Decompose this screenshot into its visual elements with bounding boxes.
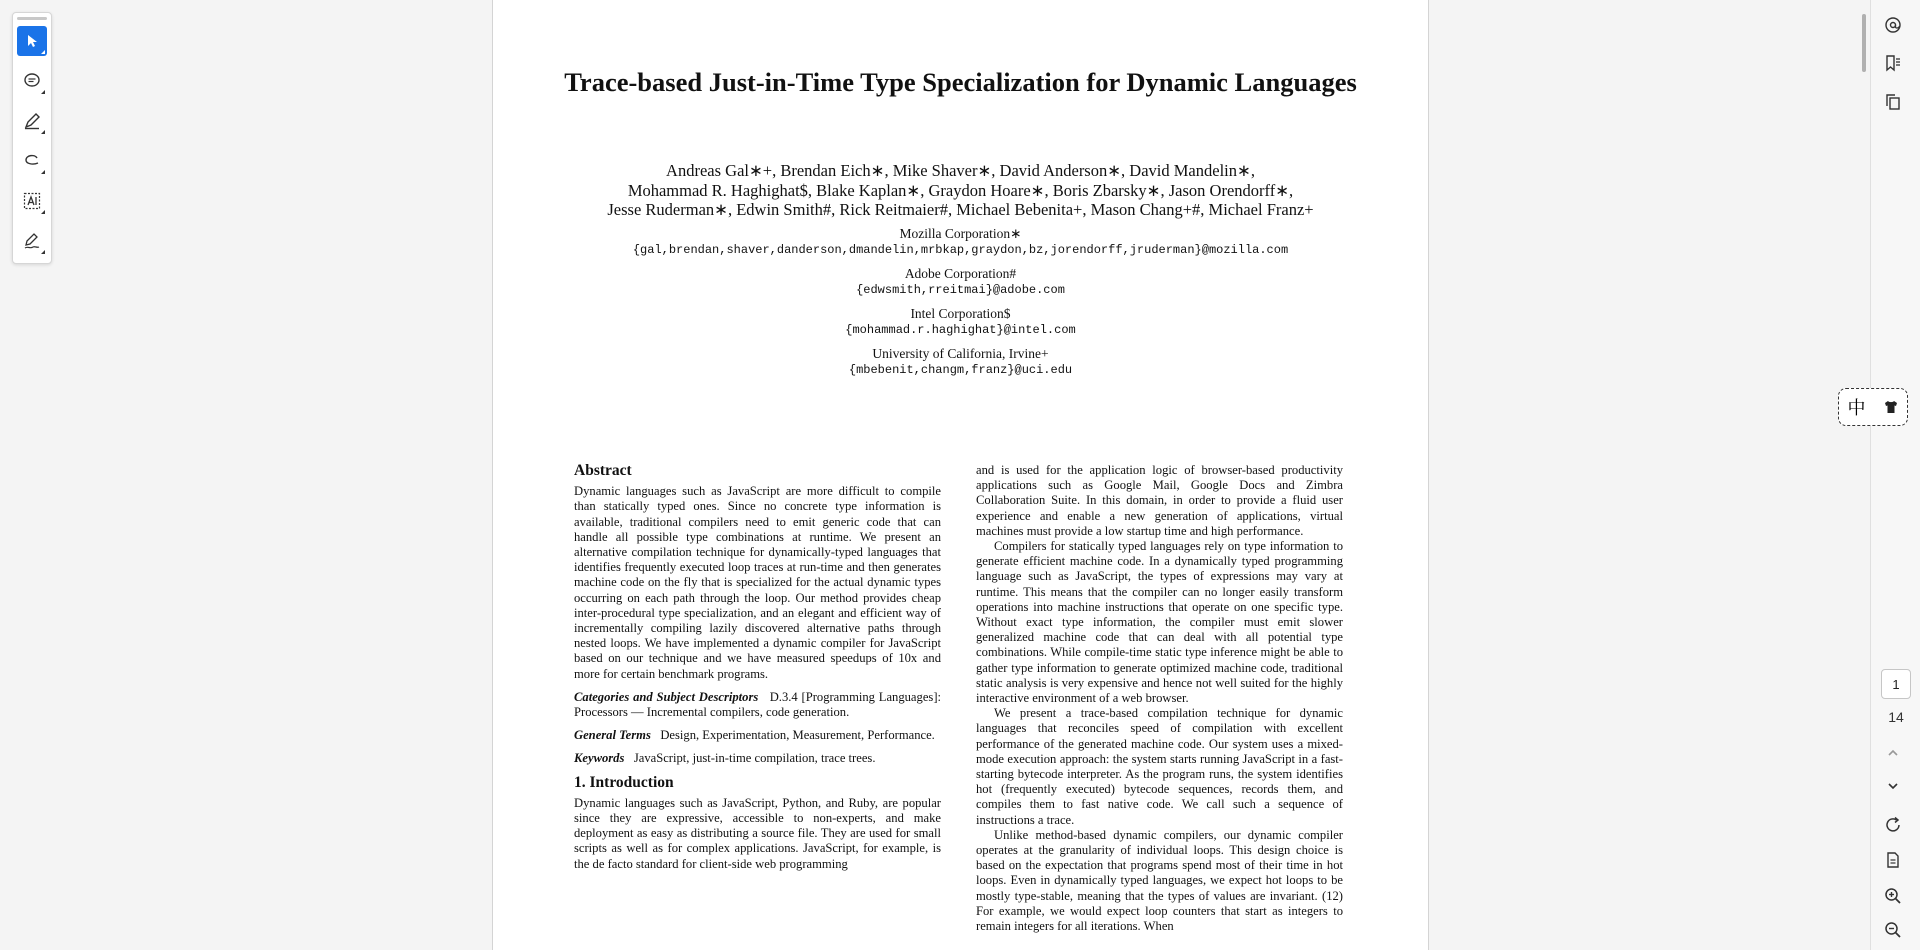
freehand-icon [23, 152, 41, 170]
author-line: Jesse Ruderman∗, Edwin Smith#, Rick Reitmaier#, Michael Bebenita+, Mason Chang+#, Michael Franz+ [607, 200, 1314, 219]
affiliation [493, 346, 1428, 378]
comment-tool-button[interactable] [17, 66, 47, 96]
select-tool-button[interactable] [17, 26, 47, 56]
annotations-panel-button[interactable] [1882, 14, 1904, 36]
rotate-button[interactable] [1882, 814, 1904, 836]
zoom-out-button[interactable] [1882, 919, 1904, 941]
author-line: Mohammad R. Haghighat$, Blake Kaplan∗, Graydon Hoare∗, Boris Zbarsky∗, Jason Orendorff∗, [627, 180, 1294, 200]
bookmarks-panel-button[interactable] [1882, 52, 1904, 74]
translate-widget[interactable] [1838, 388, 1908, 426]
terms-text: Design, Experimentation, Measurement, Performance. [660, 728, 935, 743]
pdf-page [492, 0, 1429, 950]
right-sidebar [1870, 0, 1920, 950]
comment-icon [23, 72, 41, 90]
keywords-label: Keywords [574, 751, 625, 766]
signature-icon [23, 232, 41, 250]
body-paragraph: and is used for the application logic of browser-based productivity applications such as Google Mail, Google Docs and Zimbra Collaboration Suite. In this domain, in order to provide a fluid user experience and enable a new generation of applications, virtual machines must provide a low startup time and high performance. [976, 463, 1343, 538]
annotation-toolbar [12, 12, 52, 264]
sign-tool-button[interactable] [17, 226, 47, 256]
chevron-down-icon [1886, 779, 1900, 793]
affiliation [493, 266, 1428, 298]
pen-icon [23, 112, 41, 130]
next-page-button[interactable] [1882, 775, 1904, 797]
affiliation-email: {edwsmith,rreitmai}@adobe.com [856, 283, 1065, 297]
rotate-icon [1884, 816, 1902, 834]
affiliation-org: Intel Corporation$ [910, 306, 1011, 321]
affiliation-org: University of California, Irvine+ [872, 346, 1049, 361]
affiliation-email: {mohammad.r.haghighat}@intel.com [845, 323, 1076, 337]
zoom-in-icon [1884, 887, 1902, 905]
previous-page-button[interactable] [1882, 742, 1904, 764]
zoom-in-button[interactable] [1882, 885, 1904, 907]
paper-title: Trace-based Just-in-Time Type Specialization for Dynamic Languages [564, 67, 1357, 97]
abstract-text: Dynamic languages such as JavaScript are more difficult to compile than statically typed ones. Since no concrete type information is available, traditional compilers need to emit generic code that can handle all possible type combinations at runtime. We present an alternative compilation technique for dynamically-typed languages that identifies frequently executed loop traces at run-time and then generates machine code on the fly that is specialized for the actual dynamic types occurring on each path through the loop. Our method provides cheap inter-procedural type specialization, and an elegant and efficient way of incrementally compiling lazily discovered alternative paths through nested loops. We have implemented a dynamic compiler for JavaScript based on our technique and we have measured speedups of 10x and more for certain benchmark programs. [574, 484, 941, 681]
zoom-out-icon [1884, 921, 1902, 939]
cursor-icon [24, 33, 40, 49]
vertical-scrollbar[interactable] [1862, 14, 1866, 72]
translate-label: 中 [1847, 398, 1866, 419]
affiliation [493, 306, 1428, 338]
chevron-up-icon [1886, 746, 1900, 760]
keywords-text: JavaScript, just-in-time compilation, trace trees. [633, 751, 876, 766]
affiliation-email: {mbebenit,changm,franz}@uci.edu [848, 363, 1073, 377]
body-paragraph: Unlike method-based dynamic compilers, our dynamic compiler operates at the granularity of individual loops. This design choice is based on the expectation that programs spend most of their time in hot loops. Even in dynamically typed languages, we expect hot loops to be mostly type-stable, meaning that the types of values are invariant. (12) For example, we would expect loop counters that start as integers to remain integers for all iterations. When [976, 827, 1343, 934]
author-list [493, 161, 1428, 220]
body-paragraph: Compilers for statically typed languages rely on type information to generate efficient machine code. In a dynamically typed programming language such as JavaScript, the types of expressions may vary at runtime. This means that the compiler can no longer easily transform operations into machine instructions that operate on one specific type. Without exact type information, the compiler must emit slower generalized machine code that can deal with all potential type combinations. While compile-time static type inference might be able to gather type information to generate optimized machine code, traditional static analysis is very expensive and hence not well suited for the highly interactive environment of a web browser. [976, 539, 1343, 706]
intro-text: Dynamic languages such as JavaScript, Python, and Ruby, are popular since they are expressive, accessible to non-experts, and make deployment as easy as distributing a source file. They are used for small scripts as well as for complex applications. JavaScript, for example, is the de facto standard for client-side web programming [574, 795, 941, 871]
intro-heading: 1. Introduction [574, 773, 674, 791]
left-column [574, 463, 941, 880]
draw-tool-button[interactable] [17, 146, 47, 176]
thumbnails-panel-button[interactable] [1882, 91, 1904, 113]
keywords-block [574, 751, 941, 766]
categories-block [574, 690, 941, 720]
page-number-input[interactable]: 1 [1881, 669, 1911, 699]
bookmark-list-icon [1884, 54, 1902, 72]
affiliation-org: Adobe Corporation# [904, 266, 1017, 281]
abstract-heading: Abstract [574, 462, 632, 479]
affiliation-org: Mozilla Corporation∗ [899, 226, 1022, 241]
text-box-icon [23, 192, 41, 210]
pages-icon [1884, 93, 1902, 111]
total-pages: 14 [1888, 709, 1904, 725]
affiliation-email: {gal,brendan,shaver,danderson,dmandelin,mrbkap,graydon,bz,jorendorff,jruderman}@mozilla.com [632, 243, 1289, 257]
page-fit-icon [1884, 851, 1902, 869]
author-line: Andreas Gal∗+, Brendan Eich∗, Mike Shaver∗, David Anderson∗, David Mandelin∗, [666, 161, 1255, 180]
terms-block [574, 728, 941, 743]
highlight-tool-button[interactable] [17, 106, 47, 136]
right-column [976, 463, 1343, 934]
affiliation [493, 226, 1428, 258]
toolbar-drag-handle[interactable] [17, 17, 47, 20]
terms-label: General Terms [574, 728, 651, 743]
body-paragraph: We present a trace-based compilation technique for dynamic languages that reconciles speed of compilation with excellent performance of the generated machine code. Our system uses a mixed-mode execution approach: the system starts running JavaScript in a fast-starting bytecode interpreter. As the program runs, the system identifies hot (frequently executed) bytecode sequences, records them, and compiles them to fast native code. We call such a sequence of instructions a trace. [976, 706, 1343, 827]
text-tool-button[interactable] [17, 186, 47, 216]
page-layout-button[interactable] [1882, 849, 1904, 871]
categories-label: Categories and Subject Descriptors [574, 689, 759, 704]
affiliation-list [493, 226, 1428, 386]
at-sign-icon [1884, 16, 1902, 34]
shirt-icon [1883, 399, 1899, 415]
categories-text: D.3.4 [Programming Languages]: Processors — Incremental compilers, code generation. [574, 689, 942, 720]
